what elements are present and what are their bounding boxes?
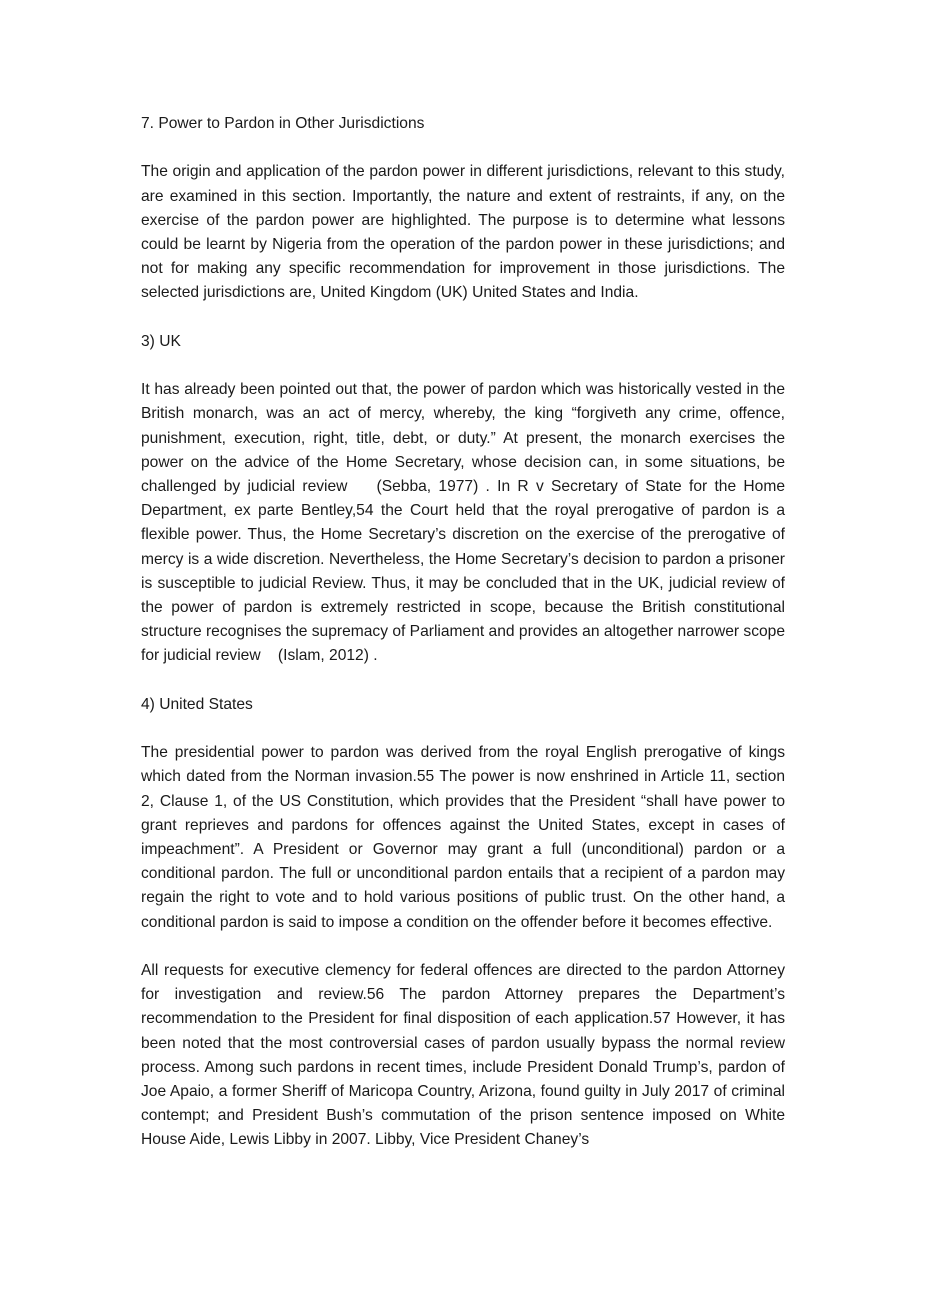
section-heading: 7. Power to Pardon in Other Jurisdictions <box>141 115 425 132</box>
document-page <box>141 112 785 1177</box>
uk-paragraph: It has already been pointed out that, the power of pardon which was historically vested in the British monarch, was an act of mercy, whereby, the king “forgiveth any crime, offence, punishment, execution, right, title, debt, or duty.” At present, the monarch exercises the power on the advice of the Home Secretary, whose decision can, in some situations, be challenged by judicial review (Sebba, 1977) . In R v Secretary of State for the Home Department, ex parte Bentley,54 the Court held that the royal prerogative of pardon is a flexible power. Thus, the Home Secretary’s discretion on the exercise of the prerogative of mercy is a wide discretion. Nevertheless, the Home Secretary’s decision to pardon a prisoner is susceptible to judicial Review. Thus, it may be concluded that in the UK, judicial review of the power of pardon is extremely restricted in scope, because the British constitutional structure recognises the supremacy of Parliament and provides an altogether narrower scope for judicial review (Islam, 2012) . <box>141 381 786 665</box>
intro-paragraph: The origin and application of the pardon power in different jurisdictions, relevant to this study, are examined in this section. Importantly, the nature and extent of restraints, if any, on the exercise of the pardon power are highlighted. The purpose is to determine what lessons could be learnt by Nigeria from the operation of the pardon power in these jurisdictions; and not for making any specific recommendation for improvement in those jurisdictions. The selected jurisdictions are, United Kingdom (UK) United States and India. <box>141 163 785 302</box>
uk-heading: 3) UK <box>141 332 181 350</box>
us-paragraph-1: The presidential power to pardon was derived from the royal English prerogative of kings which dated from the Norman invasion.55 The power is now enshrined in Article 11, section 2, Clause 1, of the US Constitution, which provides that the President “shall have power to grant reprieves and pardons for offences against the United States, except in cases of impeachment”. A President or Governor may grant a full (unconditional) pardon or a conditional pardon. The full or unconditional pardon entails that a recipient of a pardon may regain the right to vote and to hold various positions of public trust. On the other hand, a conditional pardon is said to impose a condition on the offender before it becomes effective. <box>141 744 785 931</box>
us-heading: 4) United States <box>141 695 253 713</box>
us-paragraph-2: All requests for executive clemency for federal offences are directed to the pardon Attorney for investigation and review.56 The pardon Attorney prepares the Department’s recommendation to the President for final disposition of each application.57 However, it has been noted that the most controversial cases of pardon usually bypass the normal review process. Among such pardons in recent times, include President Donald Trump’s, pardon of Joe Apaio, a former Sheriff of Maricopa Country, Arizona, found guilty in July 2017 of criminal contempt; and President Bush’s commutation of the prison sentence imposed on White House Aide, Lewis Libby in 2007. Libby, Vice President Chaney’s <box>141 962 785 1149</box>
